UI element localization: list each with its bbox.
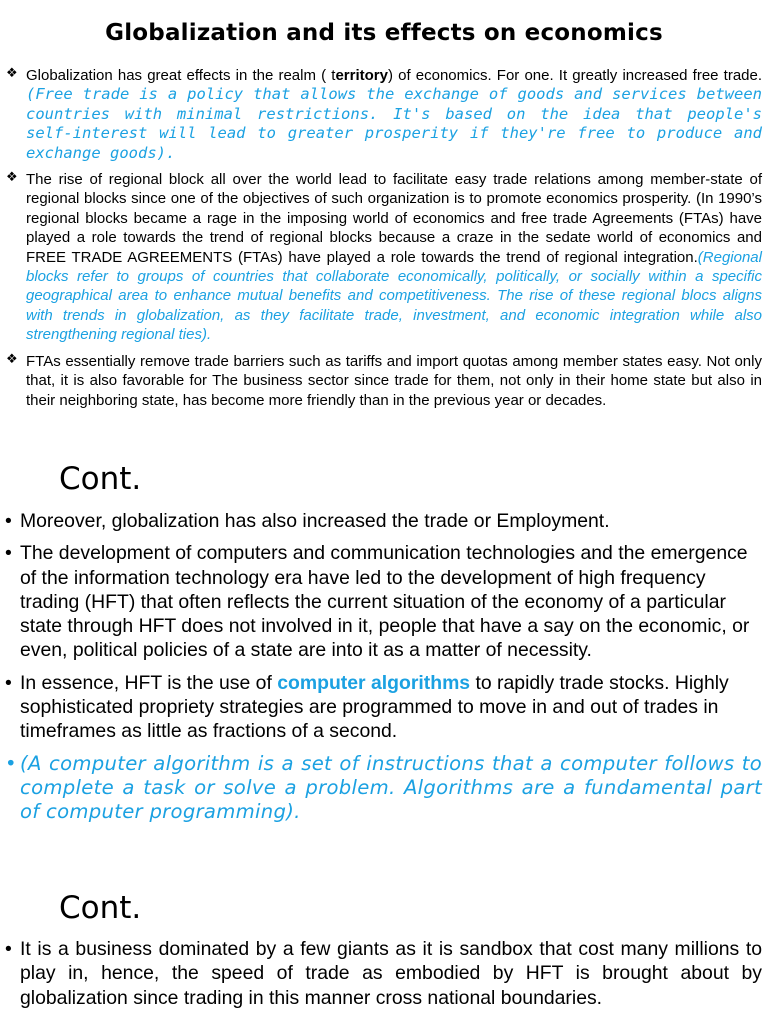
list-item [5, 509, 762, 533]
bullet-icon: • [5, 542, 12, 565]
list-item [5, 752, 762, 825]
diamond-bullet-icon: ❖ [6, 170, 18, 186]
page-title: Globalization and its effects on economics [105, 20, 663, 46]
paragraph-text: The development of computers and communication technologies and the emergence of the information technology era have led to the development of high frequency trading (HFT) that often reflects the current situation of the economy of a particular state through HFT does not involved in it, people that have a say on the economic, or even, political policies of a state are into it as a matter of necessity. [20, 542, 750, 662]
list-item [6, 170, 762, 345]
list-item [5, 671, 762, 744]
paragraph-text: It is a business dominated by a few giants as it is sandbox that cost many millions to play in, hence, the speed of trade as embodied by HFT is brought about by globalization since trading in this manner cross national boundaries. [20, 938, 762, 1009]
section-heading: Cont. [59, 890, 142, 926]
diamond-bullet-icon: ❖ [6, 66, 18, 81]
list-item [6, 66, 762, 163]
diamond-bullet-icon: ❖ [6, 351, 18, 367]
definition-note: (Regional blocks refer to groups of countries that collaborate economically, politically, or socially within a specific geographical area to enhance mutual benefits and competitiveness. The rise of these regional blocs aligns with trends in globalization, as they facilitate trade, investment, and economic integration while also strengthening regional ties). [26, 248, 762, 344]
bullet-list [5, 509, 762, 833]
paragraph-text: ) of economics. For one. It greatly increased free trade. [387, 67, 763, 84]
bullet-icon: • [5, 510, 12, 532]
bold-text: erritory [335, 67, 388, 84]
paragraph-text: Globalization has great effects in the realm ( t [26, 67, 336, 84]
paragraph-text: to rapidly trade stocks. Highly sophisticated propriety strategies are programmed to move in and out of trades in timeframes as little as fractions of a second. [20, 671, 729, 743]
paragraph-text: The rise of regional block all over the world lead to facilitate easy trade relations among member-state of regional blocks since one of the objectives of such organization is to promote economics prosperity. (In 1990’s regional blocks became a rage in the imposing world of economics and free trade Agreements (FTAs) have played a role towards the trend of regional blocks because a craze in the sedate world of economics and FREE TRADE AGREEMENTS (FTAs) have played a role towards the trend of regional integration. [26, 171, 762, 266]
definition-note: (Free trade is a policy that allows the exchange of goods and services between countries with minimal restrictions. It's based on the idea that people's self-interest will lead to greater prosperity if they're free to produce and exchange goods). [26, 85, 762, 162]
bullet-icon: • [5, 938, 12, 960]
paragraph-text: In essence, HFT is the use of [20, 671, 278, 694]
definition-note: (A computer algorithm is a set of instructions that a computer follows to complete a task or solve a problem. Algorithms are a fundamental part of computer programming). [20, 751, 762, 824]
bullet-list [5, 937, 762, 1018]
section-heading: Cont. [59, 461, 142, 497]
list-item [6, 352, 762, 410]
paragraph-text: FTAs essentially remove trade barriers such as tariffs and import quotas among member states easy. Not only that, it is also favorable for The business sector since trade for them, not only in their home state but also in their neighboring state, has become more friendly than in the previous year or decades. [26, 352, 762, 409]
list-item [5, 541, 762, 662]
list-item [5, 937, 762, 1010]
bullet-icon: • [5, 751, 17, 775]
diamond-bullet-list [6, 66, 762, 417]
paragraph-text: Moreover, globalization has also increased the trade or Employment. [20, 510, 610, 532]
highlighted-term: computer algorithms [277, 671, 471, 694]
bullet-icon: • [5, 671, 12, 694]
